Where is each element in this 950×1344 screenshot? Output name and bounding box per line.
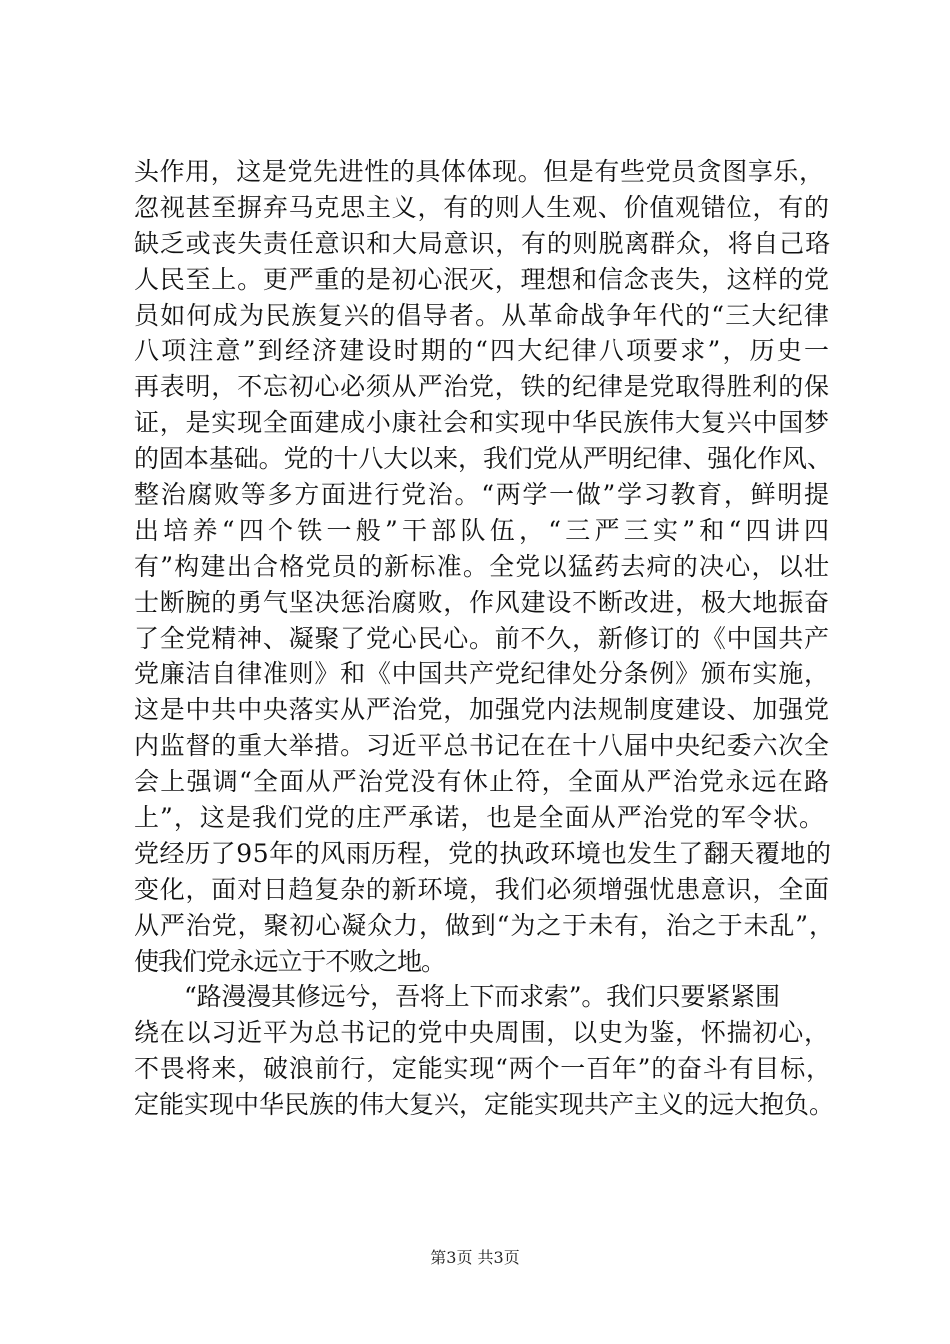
text-line: 不畏将来，破浪前行，定能实现“两个一百年”的奋斗有目标， <box>134 1054 832 1084</box>
text-line: 整治腐败等多方面进行党治。“两学一做”学习教育，鲜明提 <box>134 480 831 510</box>
text-line: 内监督的重大举措。习近平总书记在在十八届中央纪委六次全 <box>134 731 830 761</box>
text-line: 士断腕的勇气坚决惩治腐败，作风建设不断改进，极大地振奋 <box>134 587 830 617</box>
text-line: 八项注意”到经济建设时期的“四大纪律八项要求”，历史一 <box>134 336 832 366</box>
text-line: 出培养“四个铁一般”干部队伍，“三严三实”和“四讲四 <box>134 515 834 545</box>
text-line: 定能实现中华民族的伟大复兴，定能实现共产主义的远大抱负。 <box>134 1090 834 1120</box>
text-line: 使我们党永远立于不败之地。 <box>134 946 445 976</box>
text-line: 从严治党，聚初心凝众力，做到“为之于未有，治之于未乱”， <box>134 910 835 940</box>
text-line: 党经历了95年的风雨历程，党的执政环境也发生了翻天覆地的 <box>134 838 832 868</box>
text-line: 党廉洁自律准则》和《中国共产党纪律处分条例》颁布实施， <box>134 659 830 689</box>
text-line: 员如何成为民族复兴的倡导者。从革命战争年代的“三大纪律 <box>134 300 831 330</box>
text-line: “路漫漫其修远兮，吾将上下而求索”。我们只要紧紧围 <box>184 982 780 1012</box>
page-footer: 第3页 共3页 <box>430 1248 520 1267</box>
text-line: 会上强调“全面从严治党没有休止符，全面从严治党永远在路 <box>134 767 831 797</box>
text-line: 忽视甚至摒弃马克思主义，有的则人生观、价值观错位，有的 <box>134 192 830 222</box>
text-line: 缺乏或丧失责任意识和大局意识，有的则脱离群众，将自己珞 <box>134 228 831 258</box>
text-line: 绕在以习近平为总书记的党中央周围，以史为鉴，怀揣初心， <box>134 1018 830 1048</box>
text-line: 头作用，这是党先进性的具体体现。但是有些党员贪图享乐， <box>134 157 825 186</box>
body-text <box>134 154 834 1123</box>
text-line: 人民至上。更严重的是初心泯灭，理想和信念丧失，这样的党 <box>134 264 830 294</box>
text-line: 的固本基础。党的十八大以来，我们党从严明纪律、强化作风、 <box>134 444 832 474</box>
text-line: 上”，这是我们党的庄严承诺，也是全面从严治党的军令状。 <box>134 803 826 833</box>
text-line: 这是中共中央落实从严治党，加强党内法规制度建设、加强党 <box>134 695 830 725</box>
text-line: 再表明，不忘初心必须从严治党，铁的纪律是党取得胜利的保 <box>134 372 830 402</box>
text-line: 证，是实现全面建成小康社会和实现中华民族伟大复兴中国梦 <box>134 408 830 438</box>
text-line: 了全党精神、凝聚了党心民心。前不久，新修订的《中国共产 <box>134 623 830 653</box>
text-line: 变化，面对日趋复杂的新环境，我们必须增强忧患意识，全面 <box>134 874 830 904</box>
text-line: 有”构建出合格党员的新标准。全党以猛药去疴的决心，以壮 <box>134 551 831 581</box>
